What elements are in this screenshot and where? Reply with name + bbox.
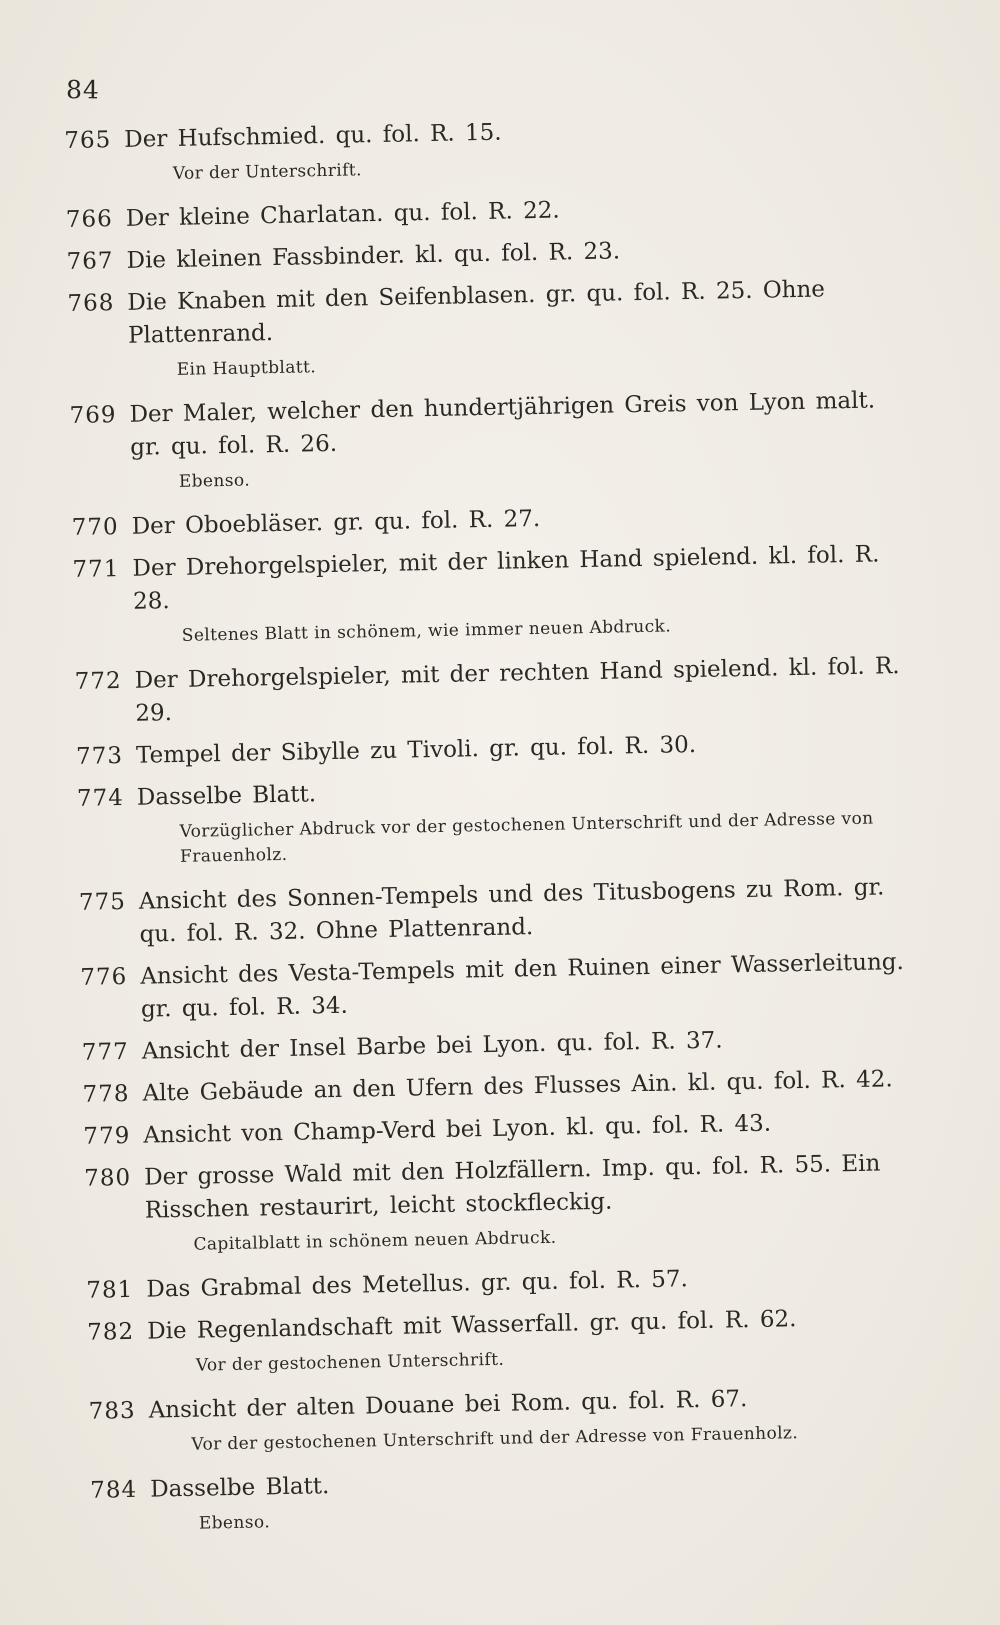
catalogue-entry (82, 1063, 918, 1112)
catalogue-entry (66, 188, 902, 237)
entry-body (144, 1147, 922, 1265)
catalogue-entry (76, 725, 912, 774)
entry-title: Der grosse Wald mit den Holzfällern. Imp. qu. fol. R. 55. Ein Risschen restaurirt, leicht stockfleckig. (143, 1150, 881, 1224)
catalogue-entry (77, 767, 915, 878)
catalogue-entry (84, 1147, 922, 1266)
catalogue-entries (64, 109, 927, 1545)
entry-body (126, 230, 902, 278)
entry-number: 780 (83, 1164, 132, 1192)
entry-title: Der kleine Charlatan. qu. fol. R. 22. (125, 197, 560, 232)
catalogue-entry (88, 1380, 925, 1466)
entry-body (146, 1259, 922, 1307)
entry-note: Ebenso. (178, 470, 251, 492)
catalogue-entry (71, 496, 907, 545)
entry-body (124, 109, 901, 194)
entry-title: Das Grabmal des Metellus. gr. qu. fol. R. 57. (146, 1266, 689, 1303)
entry-note: Vor der Unterschrift. (172, 160, 363, 184)
catalogue-entry (80, 946, 917, 1028)
entry-number: 774 (76, 784, 125, 812)
entry-note: Ein Hauptblatt. (176, 357, 317, 380)
catalogue-entry (87, 1301, 924, 1387)
entry-number: 770 (71, 514, 119, 541)
entry-title: Ansicht des Sonnen-Tempels und des Titusbogens zu Rom. gr. qu. fol. R. 32. Ohne Plattenrand. (138, 874, 885, 948)
entry-number: 776 (80, 963, 128, 991)
entry-body (140, 946, 917, 1027)
entry-number: 783 (88, 1397, 136, 1425)
entry-title: Der Oboebläser. gr. qu. fol. R. 27. (131, 505, 541, 540)
entry-title: Dasselbe Blatt. (136, 781, 317, 811)
entry-body (132, 538, 910, 656)
entry-number: 784 (89, 1476, 138, 1504)
entry-note: Vorzüglicher Abdruck vor der gestochenen Unterschrift und der Adresse von Frauenholz. (179, 808, 874, 867)
entry-number: 767 (66, 248, 114, 275)
catalogue-entry (67, 272, 905, 391)
entry-number: 781 (86, 1276, 134, 1304)
catalogue-entry (82, 1021, 918, 1070)
entry-number: 771 (72, 556, 120, 583)
entry-number: 777 (81, 1038, 129, 1066)
entry-number: 765 (64, 127, 112, 154)
entry-title: Ansicht der Insel Barbe bei Lyon. qu. fol. R. 37. (141, 1027, 723, 1065)
entry-body (129, 384, 907, 502)
entry-title: Ansicht des Vesta-Tempels mit den Ruinen einer Wasserleitung. gr. qu. fol. R. 34. (140, 949, 905, 1023)
entry-body (137, 767, 915, 877)
entry-title: Ansicht von Champ-Verd bei Lyon. kl. qu. fol. R. 43. (143, 1110, 772, 1149)
entry-title: Der Drehorgelspieler, mit der rechten Hand spielend. kl. fol. R. 29. (134, 653, 900, 727)
catalogue-entry (74, 650, 911, 732)
entry-number: 778 (82, 1080, 130, 1108)
entry-number: 779 (83, 1122, 131, 1150)
entry-number: 775 (78, 888, 127, 916)
catalogue-entry (72, 538, 910, 657)
catalogue-entry (66, 230, 902, 279)
entry-title: Tempel der Sibylle zu Tivoli. gr. qu. fol. R. 30. (135, 731, 697, 769)
entry-body (150, 1459, 927, 1544)
entry-body (126, 188, 902, 236)
entry-title: Der Hufschmied. qu. fol. R. 15. (124, 119, 502, 153)
entry-body (147, 1301, 924, 1386)
entry-note: Capitalblatt in schönem neuen Abdruck. (193, 1227, 557, 1255)
entry-note: Vor der gestochenen Unterschrift. (195, 1349, 505, 1376)
catalogue-entry (86, 1259, 922, 1308)
entry-body (142, 1063, 918, 1111)
entry-note: Ebenso. (198, 1512, 271, 1534)
entry-note: Seltenes Blatt in schönem, wie immer neuen Abdruck. (181, 616, 672, 646)
entry-body (143, 1105, 919, 1153)
entry-body (136, 725, 912, 773)
page-number: 84 (65, 75, 100, 105)
entry-body (127, 272, 905, 390)
entry-number: 769 (69, 402, 117, 429)
entry-title: Alte Gebäude an den Ufern des Flusses Ain. kl. qu. fol. R. 42. (142, 1066, 893, 1107)
catalogue-entry (83, 1105, 919, 1154)
catalogue-entry (79, 871, 916, 953)
entry-title: Die Regenlandschaft mit Wasserfall. gr. qu. fol. R. 62. (146, 1306, 797, 1345)
entry-title: Die kleinen Fassbinder. kl. qu. fol. R. 23. (126, 238, 621, 274)
entry-title: Dasselbe Blatt. (149, 1473, 330, 1503)
entry-number: 768 (67, 290, 115, 317)
entry-title: Der Maler, welcher den hundertjährigen Greis von Lyon malt. gr. qu. fol. R. 26. (129, 387, 876, 461)
entry-body (148, 1380, 925, 1465)
entry-number: 773 (75, 742, 124, 770)
entry-title: Ansicht der alten Douane bei Rom. qu. fol. R. 67. (148, 1386, 748, 1424)
entry-body (139, 871, 916, 952)
catalogue-entry (90, 1459, 927, 1545)
catalogue-entry (64, 109, 901, 195)
entry-number: 766 (65, 206, 113, 233)
entry-body (141, 1021, 917, 1069)
entry-number: 772 (74, 667, 122, 695)
catalogue-entry (69, 384, 907, 503)
entry-title: Die Knaben mit den Seifenblasen. gr. qu. fol. R. 25. Ohne Plattenrand. (127, 276, 826, 349)
entry-body (131, 496, 907, 544)
entry-title: Der Drehorgelspieler, mit der linken Hand spielend. kl. fol. R. 28. (132, 541, 880, 615)
entry-note: Vor der gestochenen Unterschrift und der Adresse von Frauenholz. (191, 1423, 799, 1455)
entry-body (134, 650, 911, 731)
entry-number: 782 (86, 1318, 135, 1346)
